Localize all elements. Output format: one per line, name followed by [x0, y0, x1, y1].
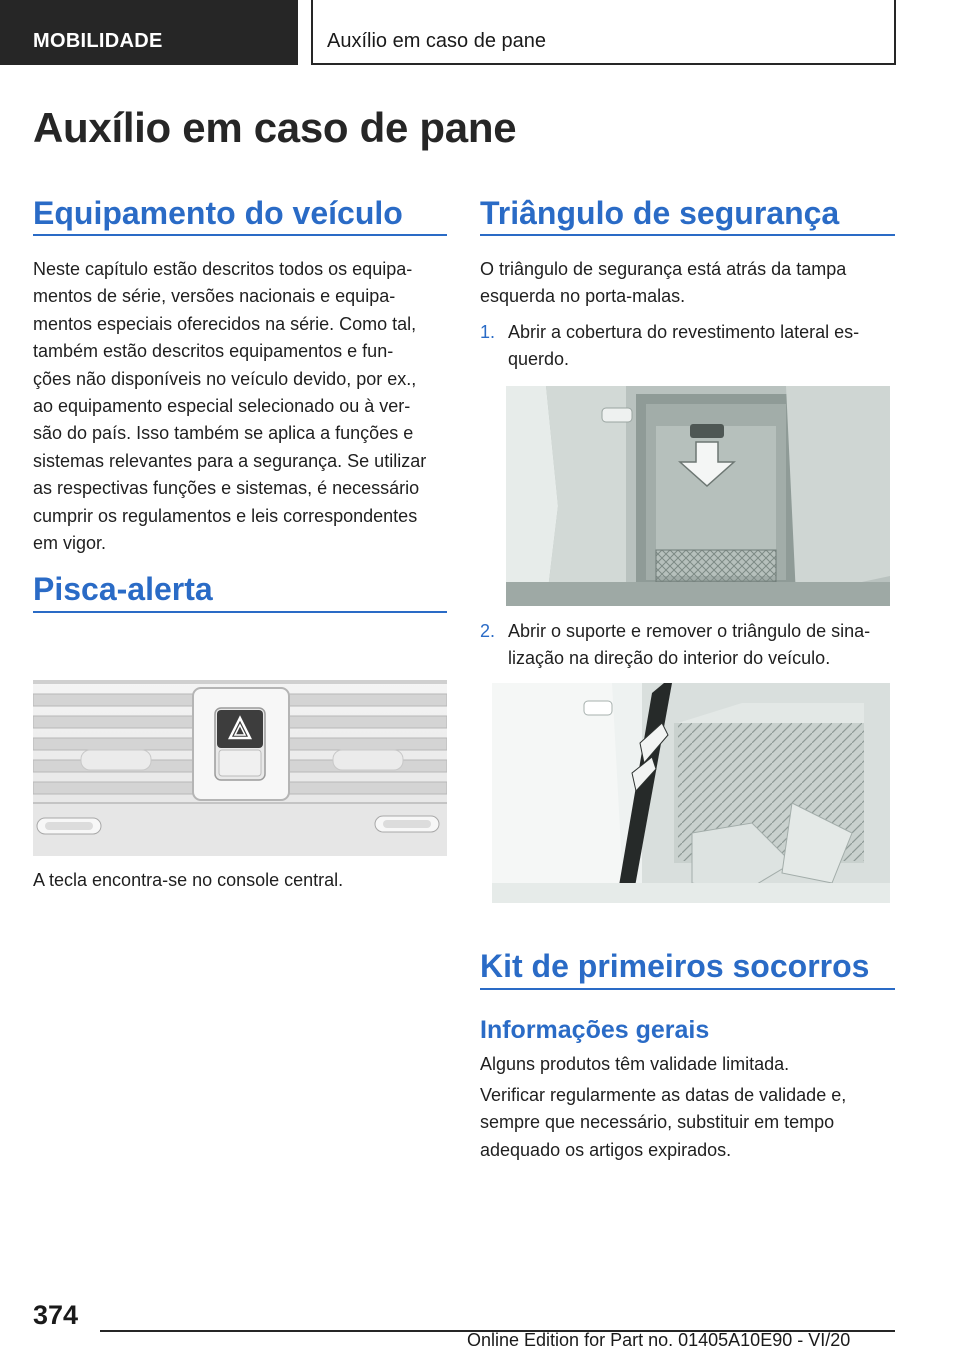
text-line: esquerda no porta-malas. [480, 286, 686, 307]
header-section-label: MOBILIDADE [33, 30, 163, 52]
step-1-text [508, 319, 898, 374]
trunk-cover-figure [506, 386, 890, 606]
text-line: adequado os artigos expirados. [480, 1139, 732, 1160]
text-line: também estão descritos equipamentos e fun‐ [33, 341, 394, 362]
text-line: lização na direção do interior do veículo. [508, 648, 831, 669]
header-section-tab [0, 0, 298, 65]
text-line: Neste capítulo estão descritos todos os equipa‐ [33, 259, 413, 279]
step-number: 2. [480, 621, 496, 641]
step-2-text [508, 618, 898, 673]
warning-triangle-figure [492, 683, 890, 903]
text-line: mentos especiais oferecidos na série. Como tal, [33, 313, 417, 334]
hazard-switch-figure [33, 636, 447, 856]
subsection-title-informacoes: Informações gerais [480, 1016, 710, 1044]
text-line: as respectivas funções e sistemas, é necessário [33, 478, 420, 499]
kit-paragraph-2 [480, 1082, 900, 1164]
text-line: em vigor. [33, 533, 107, 554]
section-rule [33, 611, 447, 613]
hazard-caption: A tecla encontra-se no console central. [33, 870, 344, 890]
header-chapter-box [311, 0, 896, 65]
text-line: Abrir a cobertura do revestimento lateral es‐ [508, 322, 860, 342]
kit-paragraph-1: Alguns produtos têm validade limitada. [480, 1054, 790, 1074]
triangle-intro [480, 256, 900, 311]
section-title-equipamento: Equipamento do veículo [33, 195, 403, 231]
section-rule [480, 234, 895, 236]
text-line: ao equipamento especial selecionado ou à ver‐ [33, 396, 411, 417]
text-line: ções não disponíveis no veículo devido, por ex., [33, 368, 417, 389]
text-line: sistemas relevantes para a segurança. Se utilizar [33, 450, 427, 471]
section-title-pisca-alerta: Pisca-alerta [33, 571, 213, 607]
equipamento-paragraph [33, 256, 453, 557]
header-chapter-label: Auxílio em caso de pane [327, 30, 547, 52]
text-line: querdo. [508, 349, 570, 370]
section-rule [33, 234, 447, 236]
text-line: Verificar regularmente as datas de validade e, [480, 1085, 847, 1105]
page-number: 374 [33, 1300, 79, 1330]
step-number: 1. [480, 322, 496, 342]
text-line: cumprir os regulamentos e leis correspondentes [33, 505, 418, 526]
section-rule [480, 988, 895, 990]
text-line: são do país. Isso também se aplica a funções e [33, 423, 414, 444]
text-line: mentos de série, versões nacionais e equipa‐ [33, 286, 396, 307]
text-line: sempre que necessário, substituir em tempo [480, 1112, 835, 1133]
text-line: O triângulo de segurança está atrás da tampa [480, 259, 847, 279]
page-title: Auxílio em caso de pane [33, 104, 517, 151]
footer-edition: Online Edition for Part no. 01405A10E90 - VI/20 [467, 1330, 851, 1350]
section-title-triangulo: Triângulo de segurança [480, 195, 840, 231]
text-line: Abrir o suporte e remover o triângulo de sina‐ [508, 621, 871, 641]
section-title-kit: Kit de primeiros socorros [480, 948, 870, 984]
